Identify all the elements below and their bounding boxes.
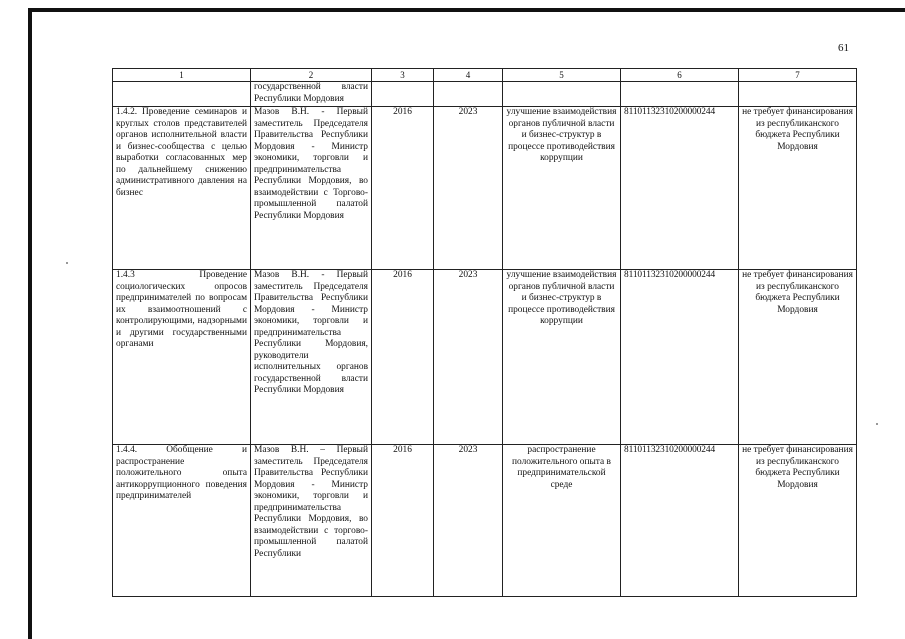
end-year-cell: 2023 — [434, 270, 503, 445]
financing-cell: не требует финансирования из республиканского бюджета Республики Мордовия — [739, 107, 857, 270]
column-header: 7 — [739, 69, 857, 82]
end-year-cell: 2023 — [434, 107, 503, 270]
result-cell: распространение положительного опыта в предпринимательской среде — [503, 445, 621, 597]
table-row — [113, 107, 857, 270]
financing-cell: не требует финансирования из республиканского бюджета Республики Мордовия — [739, 270, 857, 445]
start-year-cell: 2016 — [372, 107, 434, 270]
column-header: 2 — [251, 69, 372, 82]
table-row — [113, 270, 857, 445]
column-header: 6 — [621, 69, 739, 82]
end-year-cell — [434, 82, 503, 107]
financing-cell — [739, 82, 857, 107]
start-year-cell: 2016 — [372, 270, 434, 445]
responsible-cell: Мазов В.Н. - Первый заместитель Председателя Правительства Республики Мордовия - Министр экономики, торговли и предпринимательства Республики Мордовия, во взаимодействии с Торгово-промышленной палатой Республики Мордовия — [251, 107, 372, 270]
result-cell: улучшение взаимодействия органов публичной власти и бизнес-структур в процессе противодействия коррупции — [503, 107, 621, 270]
budget-code-cell: 81101132310200000244 — [621, 445, 739, 597]
end-year-cell: 2023 — [434, 445, 503, 597]
table-row — [113, 445, 857, 597]
column-header: 5 — [503, 69, 621, 82]
activity-cell: 1.4.3 Проведение социологических опросов предпринимателей по вопросам их взаимоотношений с контролирующими, надзорными и другими государственными органами — [113, 270, 251, 445]
budget-code-cell: 81101132310200000244 — [621, 107, 739, 270]
responsible-cell: Мазов В.Н. - Первый заместитель Председателя Правительства Республики Мордовия - Министр экономики, торговли и предпринимательства Республики Мордовия, руководители исполнительных органов государственной власти Республики Мордовия — [251, 270, 372, 445]
budget-code-cell — [621, 82, 739, 107]
activity-cell: 1.4.4. Обобщение и распространение положительного опыта антикоррупционного поведения предпринимателей — [113, 445, 251, 597]
start-year-cell: 2016 — [372, 445, 434, 597]
scan-border-top — [28, 8, 905, 12]
table-row-continuation — [113, 82, 857, 107]
budget-code-cell: 81101132310200000244 — [621, 270, 739, 445]
activity-cell — [113, 82, 251, 107]
result-cell — [503, 82, 621, 107]
activity-cell: 1.4.2. Проведение семинаров и круглых столов представителей органов исполнительной власти и бизнес-сообщества с целью выработки согласованных мер по дальнейшему снижению административного давления на бизнес — [113, 107, 251, 270]
scan-border-left — [28, 8, 32, 639]
header-row — [113, 69, 857, 82]
result-cell: улучшение взаимодействия органов публичной власти и бизнес-структур в процессе противодействия коррупции — [503, 270, 621, 445]
responsible-cell: Мазов В.Н. – Первый заместитель Председателя Правительства Республики Мордовия - Министр экономики, торговли и предпринимательства Республики Мордовия, во взаимодействии с торгово-промышленной палатой Республики — [251, 445, 372, 597]
column-header: 3 — [372, 69, 434, 82]
start-year-cell — [372, 82, 434, 107]
responsible-cell: государственной власти Республики Мордовия — [251, 82, 372, 107]
scan-speck — [66, 262, 68, 264]
page-number: 61 — [838, 42, 849, 54]
column-header: 1 — [113, 69, 251, 82]
financing-cell: не требует финансирования из республиканского бюджета Республики Мордовия — [739, 445, 857, 597]
column-header: 4 — [434, 69, 503, 82]
scan-speck — [876, 423, 878, 425]
measures-table — [112, 68, 857, 597]
